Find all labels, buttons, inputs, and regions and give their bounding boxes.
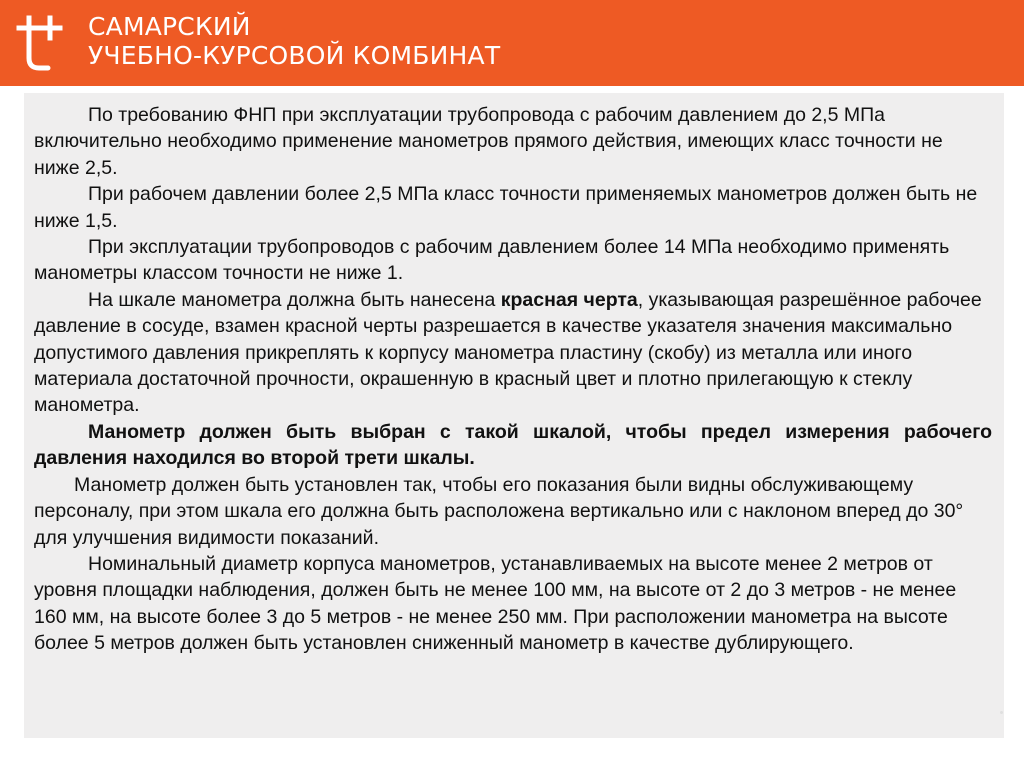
- red-line-term: красная черта: [500, 288, 638, 311]
- main-text: [34, 102, 992, 657]
- paragraph-2: При рабочем давлении более 2,5 МПа класс точности применяемых манометров должен быть не ниже 1,5.: [34, 183, 978, 232]
- double-cross-logo-icon: [14, 12, 76, 74]
- paragraph-4-start: На шкале манометра должна быть нанесена: [88, 288, 501, 311]
- paragraph-6: Манометр должен быть установлен так, чтобы его показания были видны обслуживающему персоналу, при этом шкала его должна быть расположена вертикально или с наклоном вперед до 30° для улучшения видимости показаний.: [34, 473, 964, 549]
- brand-line-2: УЧЕБНО-КУРСОВОЙ КОМБИНАТ: [88, 41, 501, 70]
- paragraph-5-bold: Манометр должен быть выбран с такой шкалой, чтобы предел измерения рабочего давления находился во второй трети шкалы.: [34, 420, 992, 470]
- paragraph-7: Номинальный диаметр корпуса манометров, устанавливаемых на высоте менее 2 метров от уровня площадки наблюдения, должен быть не менее 100 мм, на высоте от 2 до 3 метров - не менее 160 мм, на высоте более 3 до 5 метров - не менее 250 мм. При расположении манометра на высоте более 5 метров должен быть установлен сниженный манометр в качестве дублирующего.: [34, 552, 957, 655]
- header-bar: [0, 0, 1024, 86]
- slide-marker-dot: [1000, 711, 1003, 714]
- paragraph-3: При эксплуатации трубопроводов с рабочим давлением более 14 МПа необходимо применять манометры классом точности не ниже 1.: [34, 236, 950, 285]
- paragraph-1: По требованию ФНП при эксплуатации трубопровода с рабочим давлением до 2,5 МПа включительно необходимо применение манометров прямого действия, имеющих класс точности не ниже 2,5.: [34, 104, 943, 179]
- paragraph-4: [34, 287, 992, 419]
- brand-name: [88, 12, 500, 70]
- paragraph-4-end: , указывающая разрешённое рабочее давление в сосуде, взамен красной черты разрешается в качестве указателя значения максимально допустимого давления прикреплять к корпусу манометра пластину (скобу) из металла или иного материала достаточной прочности, окрашенную в красный цвет и плотно прилегающую к стеклу манометра.: [34, 288, 982, 417]
- brand-line-1: САМАРСКИЙ: [88, 12, 251, 41]
